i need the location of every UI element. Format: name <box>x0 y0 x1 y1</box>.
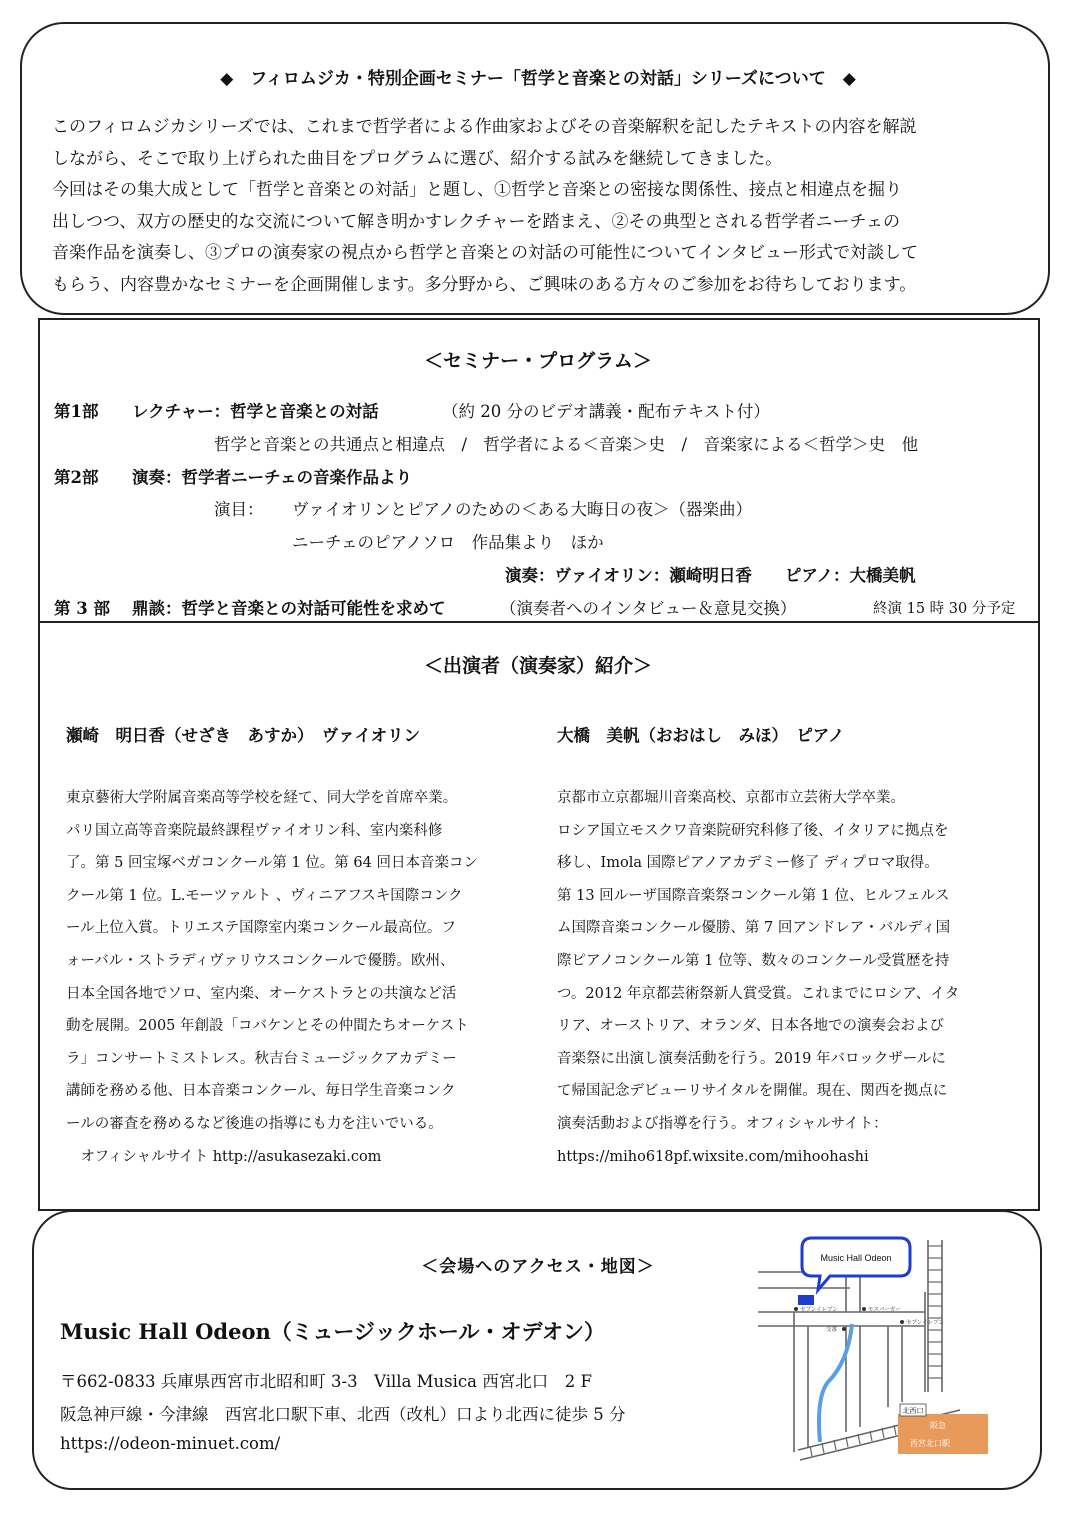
landmark-label: 交番 <box>826 1327 838 1333</box>
repertoire-item: ニーチェのピアノソロ 作品集より ほか <box>292 533 604 552</box>
bio-line: 移し、Imola 国際ピアノアカデミー修了 ディプロマ取得。 <box>557 855 939 872</box>
bio-line: 音楽祭に出演し演奏活動を行う。2019 年バロックザールに <box>557 1050 946 1067</box>
bio-line: パリ国立高等音楽院最終課程ヴァイオリン科、室内楽科修 <box>66 822 443 839</box>
intro-paragraph <box>52 112 1032 301</box>
official-site-link[interactable]: https://miho618pf.wixsite.com/mihoohashi <box>557 1148 869 1165</box>
bio-line: ム国際音楽コンクール優勝、第 7 回アンドレア・バルディ国 <box>557 920 951 937</box>
bio-line: ォーバル・ストラディヴァリウスコンクールで優勝。欧州、 <box>66 952 455 969</box>
intro-line: このフィロムジカシリーズでは、これまで哲学者による作曲家およびその音楽解釈を記したテキストの内容を解説 <box>52 117 917 137</box>
intro-line: 出しつつ、双方の歴史的な交流について解き明かすレクチャーを踏まえ、②その典型とされる哲学者ニーチェの <box>52 211 900 232</box>
pianist-heading: 大橋 美帆（おおはし みほ） ピアノ <box>557 726 845 745</box>
bio-line: 演奏活動および指導を行う。オフィシャルサイト： <box>557 1115 888 1132</box>
venue-marker <box>798 1295 814 1305</box>
landmark-label: セブンイレブン <box>906 1320 944 1326</box>
program-title: ＜セミナー・プログラム＞ <box>424 350 652 372</box>
performers-title: ＜出演者（演奏家）紹介＞ <box>423 655 652 677</box>
hankyu-label: 阪急 <box>930 1421 946 1430</box>
callout-label: Music Hall Odeon <box>820 1253 892 1263</box>
violinist-heading: 瀬崎 明日香（せざき あすか） ヴァイオリン <box>66 726 421 745</box>
bio-line: つ。2012 年京都芸術祭新人賞受賞。これまでにロシア、イタ <box>557 985 960 1002</box>
repertoire-item: ヴァイオリンとピアノのための＜ある大晦日の夜＞（器楽曲） <box>292 500 753 519</box>
venue-url[interactable]: https://odeon-minuet.com/ <box>60 1434 281 1453</box>
intro-line: 今回はその集大成として「哲学と音楽との対話」と題し、①哲学と音楽との密接な関係性、接点と相違点を掘り <box>52 180 902 200</box>
part2-title: 演奏：哲学者ニーチェの音楽作品より <box>132 468 413 487</box>
part1-label: 第1部 <box>54 402 99 421</box>
pianist-bio <box>557 782 959 1173</box>
performers-line: 演奏：ヴァイオリン：瀬崎明日香 ピアノ：大橋美帆 <box>505 566 916 585</box>
intro-line: もらう、内容豊かなセミナーを企画開催します。多分野から、ご興味のある方々のご参加をお待ちしております。 <box>52 274 917 295</box>
bio-line: ール上位入賞。トリエステ国際室内楽コンクール最高位。フ <box>66 920 457 937</box>
bio-line: 際ピアノコンクール第 1 位等、数々のコンクール受賞歴を持 <box>557 952 950 969</box>
bio-line: 第 13 回ルーザ国際音楽祭コンクール第 1 位、ヒルフェルス <box>557 887 950 904</box>
access-title: ＜会場へのアクセス・地図＞ <box>421 1257 655 1277</box>
venue-address: 〒662-0833 兵庫県西宮市北昭和町 3-3 Villa Musica 西宮北口 2 F <box>60 1372 592 1391</box>
end-time: 終演 15 時 30 分予定 <box>873 601 1016 617</box>
bio-line: リア、オーストリア、オランダ、日本各地での演奏会および <box>557 1018 945 1035</box>
callout-bubble <box>802 1238 910 1290</box>
bio-line: ラ」コンサートミストレス。秋吉台ミュージックアカデミー <box>66 1050 457 1067</box>
intro-line: 音楽作品を演奏し、③プロの演奏家の視点から哲学と音楽との対話の可能性についてインタビュー形式で対談して <box>52 243 918 263</box>
bio-line: ールの審査を務めるなど後進の指導にも力を注いでいる。 <box>66 1115 443 1132</box>
part3-note: （演奏者へのインタビュー＆意見交換） <box>500 599 797 618</box>
exit-label: 北西口 <box>902 1408 924 1415</box>
bio-line: 京都市立京都堀川音楽高校、京都市立芸術大学卒業。 <box>557 790 905 806</box>
intro-title: ◆ フィロムジカ・特別企画セミナー「哲学と音楽との対話」シリーズについて ◆ <box>220 69 856 89</box>
bio-line: 了。第 5 回宝塚ベガコンクール第 1 位。第 64 回日本音楽コン <box>66 855 478 872</box>
bio-line: 日本全国各地でソロ、室内楽、オーケストラとの共演など活 <box>66 985 457 1002</box>
bio-line: ロシア国立モスクワ音楽院研究科修了後、イタリアに拠点を <box>557 822 949 839</box>
venue-name: Music Hall Odeon（ミュージックホール・オデオン） <box>60 1319 606 1344</box>
part3-title: 鼎談：哲学と音楽との対話可能性を求めて <box>132 599 446 618</box>
official-site-link[interactable]: オフィシャルサイト http://asukasezaki.com <box>66 1148 382 1165</box>
station-marker <box>898 1414 988 1454</box>
access-map <box>750 1232 1000 1462</box>
violinist-bio <box>66 782 478 1173</box>
part1-title: レクチャー：哲学と音楽との対話 <box>132 402 379 421</box>
bio-line: クール第 1 位。L.モーツァルト 、ヴィニアフスキ国際コンク <box>66 887 463 904</box>
bio-line: 講師を務める他、日本音楽コンクール、毎日学生音楽コンク <box>66 1083 456 1100</box>
part1-topics: 哲学と音楽との共通点と相違点 / 哲学者による＜音楽＞史 / 音楽家による＜哲学＞史 他 <box>214 435 919 454</box>
venue-directions: 阪急神戸線・今津線 西宮北口駅下車、北西（改札）口より北西に徒歩 5 分 <box>60 1405 626 1424</box>
bio-line: 動を展開。2005 年創設「コバケンとその仲間たちオーケスト <box>66 1018 469 1035</box>
bio-line: て帰国記念デビューリサイタルを開催。現在、関西を拠点に <box>557 1083 948 1100</box>
landmark-label: モスバーガー <box>868 1307 901 1313</box>
part2-label: 第2部 <box>54 468 99 487</box>
intro-line: しながら、そこで取り上げられた曲目をプログラムに選び、紹介する試みを継続してきました。 <box>52 148 783 169</box>
landmark-label: セブンイレブン <box>800 1307 838 1313</box>
part1-note: （約 20 分のビデオ講義・配布テキスト付） <box>442 402 770 421</box>
repertoire-label: 演目： <box>214 500 264 519</box>
part3-label: 第 3 部 <box>54 599 110 618</box>
bio-line: 東京藝術大学附属音楽高等学校を経て、同大学を首席卒業。 <box>66 790 458 806</box>
station-label: 西宮北口駅 <box>910 1439 950 1448</box>
